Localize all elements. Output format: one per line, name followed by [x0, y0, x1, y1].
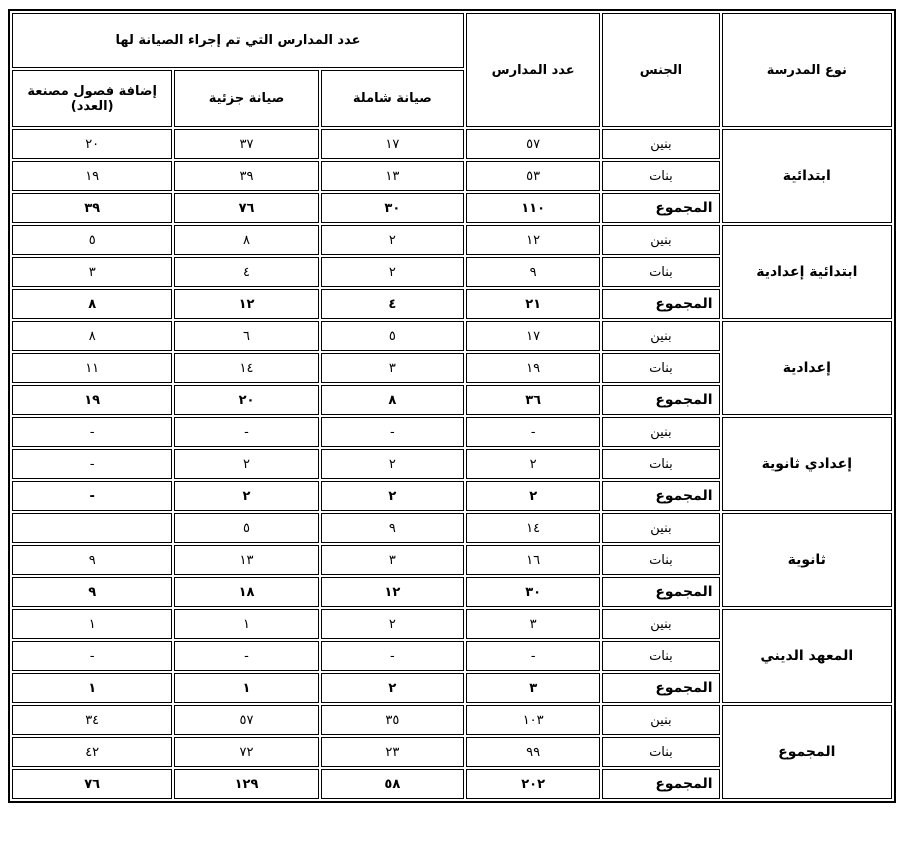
cell-partial-maintenance: ٧٦: [174, 193, 318, 223]
cell-full-maintenance: ٢: [321, 257, 464, 287]
table-row: [12, 129, 892, 159]
cell-partial-maintenance: ١: [174, 609, 318, 639]
header-school-count: عدد المدارس: [466, 13, 600, 127]
cell-partial-maintenance: ١٨: [174, 577, 318, 607]
cell-added-classrooms: -: [12, 449, 172, 479]
cell-full-maintenance: ٣: [321, 545, 464, 575]
cell-partial-maintenance: ١٤: [174, 353, 318, 383]
cell-gender: بنات: [602, 257, 719, 287]
table-row: [12, 321, 892, 351]
cell-partial-maintenance: ٦: [174, 321, 318, 351]
cell-gender: بنين: [602, 129, 719, 159]
cell-school-count: ١٤: [466, 513, 600, 543]
table-row: [12, 225, 892, 255]
cell-partial-maintenance: ٣٩: [174, 161, 318, 191]
cell-gender: بنات: [602, 737, 719, 767]
cell-school-type: إعدادي ثانوية: [722, 417, 892, 511]
cell-full-maintenance: ٢٣: [321, 737, 464, 767]
header-maintenance-group: عدد المدارس التي تم إجراء الصيانة لها: [12, 13, 464, 68]
cell-gender: بنين: [602, 705, 719, 735]
cell-school-type: إعدادية: [722, 321, 892, 415]
cell-gender: بنين: [602, 513, 719, 543]
cell-school-count: ٣٦: [466, 385, 600, 415]
cell-full-maintenance: ١٢: [321, 577, 464, 607]
cell-school-type: المعهد الديني: [722, 609, 892, 703]
cell-added-classrooms: -: [12, 417, 172, 447]
cell-gender: بنات: [602, 449, 719, 479]
cell-full-maintenance: ٨: [321, 385, 464, 415]
header-school-type: نوع المدرسة: [722, 13, 892, 127]
cell-school-count: ٣: [466, 673, 600, 703]
cell-school-count: ١٩: [466, 353, 600, 383]
cell-full-maintenance: ٩: [321, 513, 464, 543]
cell-added-classrooms: ١: [12, 673, 172, 703]
cell-full-maintenance: ٢: [321, 481, 464, 511]
cell-full-maintenance: -: [321, 641, 464, 671]
cell-gender: بنين: [602, 225, 719, 255]
cell-partial-maintenance: ٢: [174, 481, 318, 511]
cell-added-classrooms: ٨: [12, 321, 172, 351]
cell-full-maintenance: ٢: [321, 225, 464, 255]
cell-partial-maintenance: ٥٧: [174, 705, 318, 735]
cell-partial-maintenance: ٣٧: [174, 129, 318, 159]
cell-gender: المجموع: [602, 481, 719, 511]
cell-school-count: ٢١: [466, 289, 600, 319]
table-row: [12, 609, 892, 639]
cell-school-type: ثانوية: [722, 513, 892, 607]
header-gender: الجنس: [602, 13, 719, 127]
cell-partial-maintenance: -: [174, 641, 318, 671]
cell-gender: بنات: [602, 545, 719, 575]
header-added-classrooms: إضافة فصول مصنعة (العدد): [12, 70, 172, 127]
table-row: [12, 705, 892, 735]
cell-school-count: ١٢: [466, 225, 600, 255]
cell-full-maintenance: ١٣: [321, 161, 464, 191]
cell-gender: المجموع: [602, 769, 719, 799]
cell-partial-maintenance: ٢٠: [174, 385, 318, 415]
cell-full-maintenance: ٣٥: [321, 705, 464, 735]
table-row: [12, 513, 892, 543]
table-row: [12, 417, 892, 447]
cell-school-count: ٢٠٢: [466, 769, 600, 799]
header-full-maintenance: صيانة شاملة: [321, 70, 464, 127]
cell-added-classrooms: -: [12, 641, 172, 671]
cell-school-type: ابتدائية: [722, 129, 892, 223]
cell-gender: المجموع: [602, 193, 719, 223]
cell-school-count: -: [466, 417, 600, 447]
cell-full-maintenance: ٥: [321, 321, 464, 351]
cell-gender: بنات: [602, 161, 719, 191]
cell-full-maintenance: ٢: [321, 673, 464, 703]
cell-school-count: ٥٣: [466, 161, 600, 191]
cell-school-type: المجموع: [722, 705, 892, 799]
schools-maintenance-table: [8, 9, 896, 803]
cell-school-count: ١٦: [466, 545, 600, 575]
cell-full-maintenance: ١٧: [321, 129, 464, 159]
cell-partial-maintenance: ٤: [174, 257, 318, 287]
cell-added-classrooms: ٧٦: [12, 769, 172, 799]
cell-partial-maintenance: ٢: [174, 449, 318, 479]
cell-partial-maintenance: ١٣: [174, 545, 318, 575]
cell-school-count: ١١٠: [466, 193, 600, 223]
cell-full-maintenance: ٥٨: [321, 769, 464, 799]
cell-partial-maintenance: ٧٢: [174, 737, 318, 767]
cell-school-count: ١٠٣: [466, 705, 600, 735]
cell-added-classrooms: ١: [12, 609, 172, 639]
cell-school-count: ٣٠: [466, 577, 600, 607]
cell-added-classrooms: ٩: [12, 545, 172, 575]
cell-added-classrooms: [12, 513, 172, 543]
cell-school-count: ٩: [466, 257, 600, 287]
cell-school-type: ابتدائية إعدادية: [722, 225, 892, 319]
cell-gender: بنات: [602, 353, 719, 383]
cell-gender: بنين: [602, 417, 719, 447]
cell-added-classrooms: ٩: [12, 577, 172, 607]
cell-partial-maintenance: ٥: [174, 513, 318, 543]
cell-full-maintenance: ٤: [321, 289, 464, 319]
cell-gender: المجموع: [602, 673, 719, 703]
cell-added-classrooms: ١٩: [12, 385, 172, 415]
cell-gender: بنين: [602, 609, 719, 639]
cell-added-classrooms: -: [12, 481, 172, 511]
cell-gender: بنين: [602, 321, 719, 351]
cell-added-classrooms: ٣٤: [12, 705, 172, 735]
cell-added-classrooms: ١٩: [12, 161, 172, 191]
cell-partial-maintenance: -: [174, 417, 318, 447]
cell-added-classrooms: ٤٢: [12, 737, 172, 767]
cell-gender: المجموع: [602, 385, 719, 415]
cell-school-count: ٩٩: [466, 737, 600, 767]
cell-full-maintenance: ٢: [321, 449, 464, 479]
cell-gender: المجموع: [602, 577, 719, 607]
cell-added-classrooms: ٢٠: [12, 129, 172, 159]
cell-school-count: ٣: [466, 609, 600, 639]
cell-school-count: ٥٧: [466, 129, 600, 159]
cell-full-maintenance: ٣٠: [321, 193, 464, 223]
cell-added-classrooms: ٣٩: [12, 193, 172, 223]
cell-school-count: -: [466, 641, 600, 671]
cell-partial-maintenance: ٨: [174, 225, 318, 255]
cell-partial-maintenance: ١: [174, 673, 318, 703]
cell-school-count: ١٧: [466, 321, 600, 351]
cell-full-maintenance: ٢: [321, 609, 464, 639]
cell-added-classrooms: ١١: [12, 353, 172, 383]
cell-partial-maintenance: ١٢: [174, 289, 318, 319]
cell-added-classrooms: ٣: [12, 257, 172, 287]
cell-school-count: ٢: [466, 481, 600, 511]
cell-full-maintenance: -: [321, 417, 464, 447]
cell-gender: بنات: [602, 641, 719, 671]
cell-gender: المجموع: [602, 289, 719, 319]
cell-added-classrooms: ٥: [12, 225, 172, 255]
cell-full-maintenance: ٣: [321, 353, 464, 383]
cell-partial-maintenance: ١٢٩: [174, 769, 318, 799]
header-partial-maintenance: صيانة جزئية: [174, 70, 318, 127]
cell-added-classrooms: ٨: [12, 289, 172, 319]
cell-school-count: ٢: [466, 449, 600, 479]
